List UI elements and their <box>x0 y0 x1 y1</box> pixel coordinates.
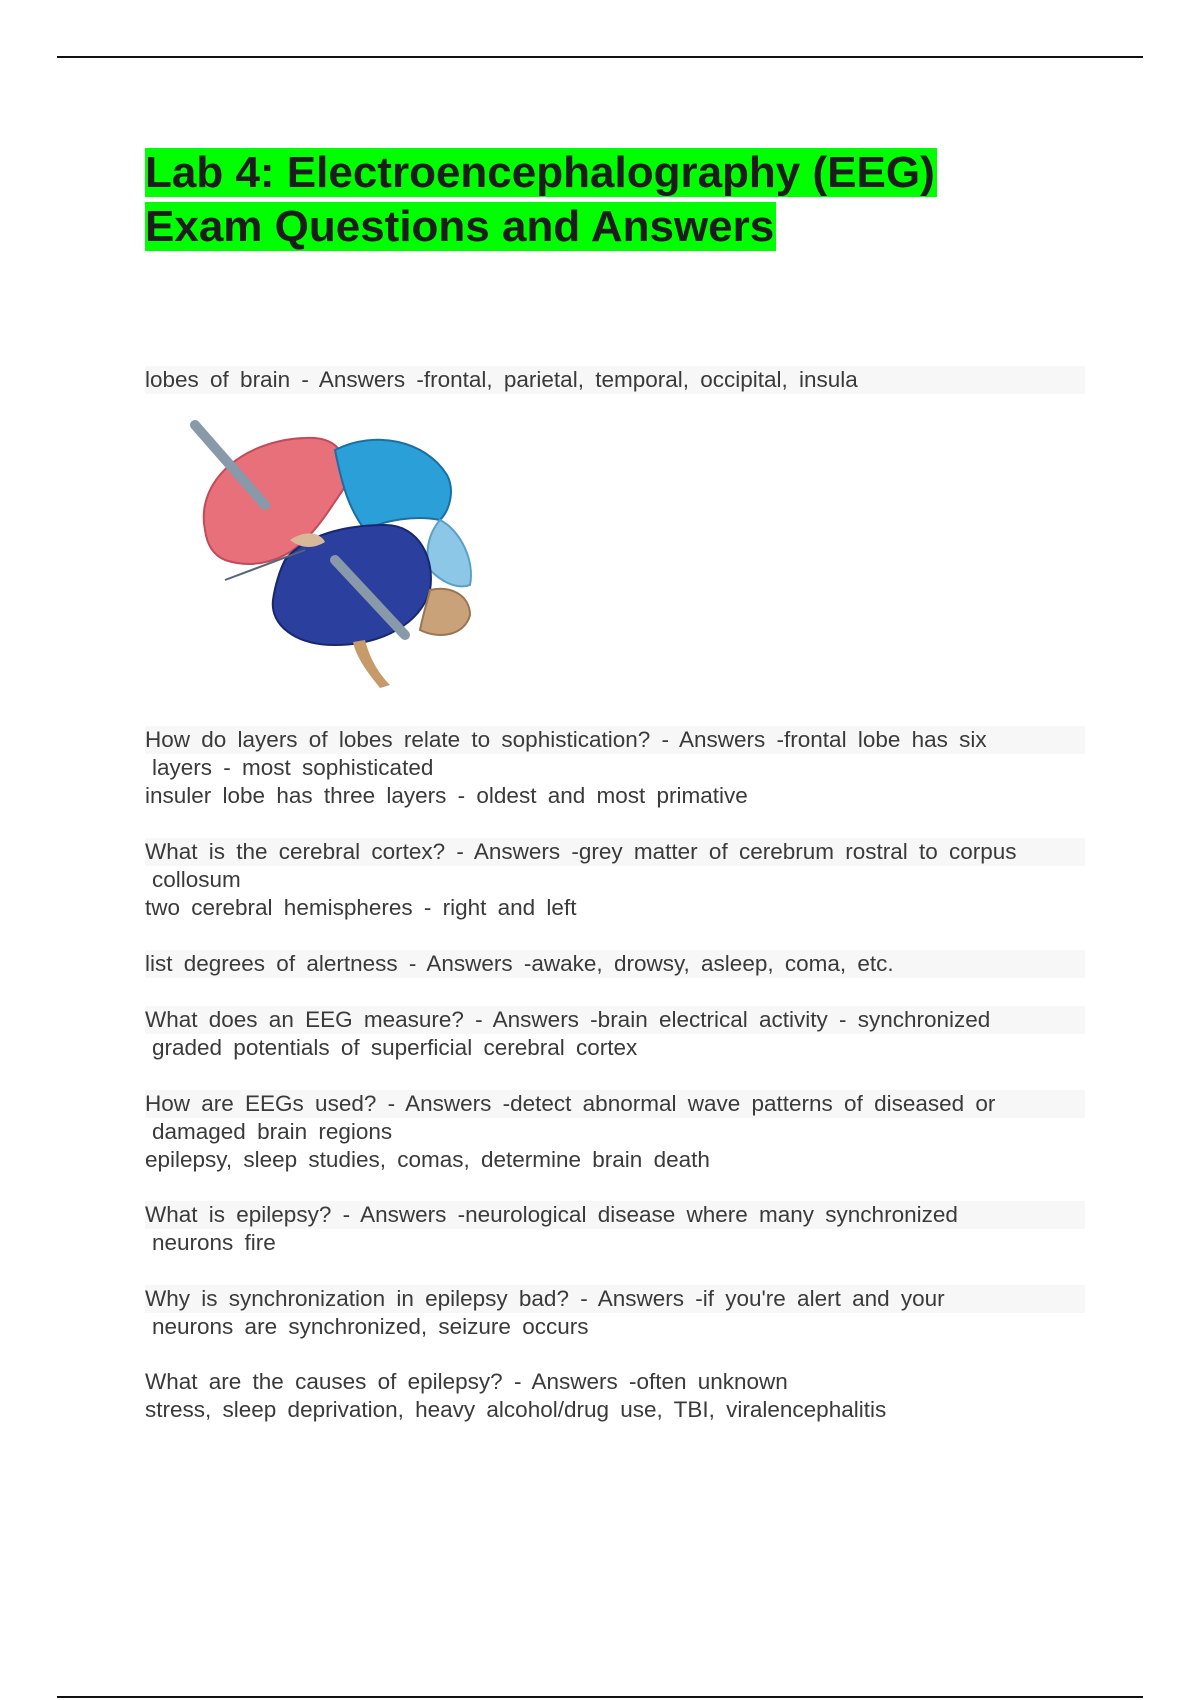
top-rule <box>57 56 1143 58</box>
qa-line: list degrees of alertness - Answers -awake, drowsy, asleep, coma, etc. <box>145 950 1085 978</box>
qa-item-epilepsy <box>145 1201 1085 1257</box>
qa-line: epilepsy, sleep studies, comas, determine brain death <box>145 1147 710 1172</box>
qa-line: two cerebral hemispheres - right and left <box>145 895 577 920</box>
qa-item-eeg-uses <box>145 1090 1085 1174</box>
title-line-1: Lab 4: Electroencephalography (EEG) <box>145 148 935 197</box>
qa-item-lobes <box>145 366 1085 394</box>
qa-line: neurons fire <box>152 1230 276 1255</box>
page-title <box>145 146 937 254</box>
title-line-2: Exam Questions and Answers <box>145 202 775 251</box>
qa-line: What does an EEG measure? - Answers -brain electrical activity - synchronized <box>145 1006 1085 1034</box>
qa-item-alertness <box>145 950 1085 978</box>
qa-item-layers <box>145 726 1085 810</box>
qa-line: graded potentials of superficial cerebral cortex <box>152 1035 638 1060</box>
qa-line: Why is synchronization in epilepsy bad? - Answers -if you're alert and your <box>145 1285 1085 1313</box>
qa-item-eeg-measure <box>145 1006 1085 1062</box>
qa-item-cerebral-cortex <box>145 838 1085 922</box>
qa-item-synchronization <box>145 1285 1085 1341</box>
qa-item-epilepsy-causes <box>145 1368 1085 1424</box>
bottom-rule <box>57 1696 1143 1698</box>
qa-line: insuler lobe has three layers - oldest and most primative <box>145 783 748 808</box>
qa-line: What is epilepsy? - Answers -neurological disease where many synchronized <box>145 1201 1085 1229</box>
qa-line: neurons are synchronized, seizure occurs <box>152 1314 589 1339</box>
qa-line: What is the cerebral cortex? - Answers -grey matter of cerebrum rostral to corpus <box>145 838 1085 866</box>
qa-line: collosum <box>152 867 241 892</box>
qa-line: layers - most sophisticated <box>152 755 434 780</box>
qa-line: How are EEGs used? - Answers -detect abnormal wave patterns of diseased or <box>145 1090 1085 1118</box>
qa-line: damaged brain regions <box>152 1119 393 1144</box>
qa-line: What are the causes of epilepsy? - Answers -often unknown <box>145 1369 788 1394</box>
qa-line: lobes of brain - Answers -frontal, parietal, temporal, occipital, insula <box>145 366 1085 394</box>
brain-lobes-icon <box>185 420 505 690</box>
qa-line: How do layers of lobes relate to sophistication? - Answers -frontal lobe has six <box>145 726 1085 754</box>
qa-line: stress, sleep deprivation, heavy alcohol/drug use, TBI, viralencephalitis <box>145 1397 887 1422</box>
